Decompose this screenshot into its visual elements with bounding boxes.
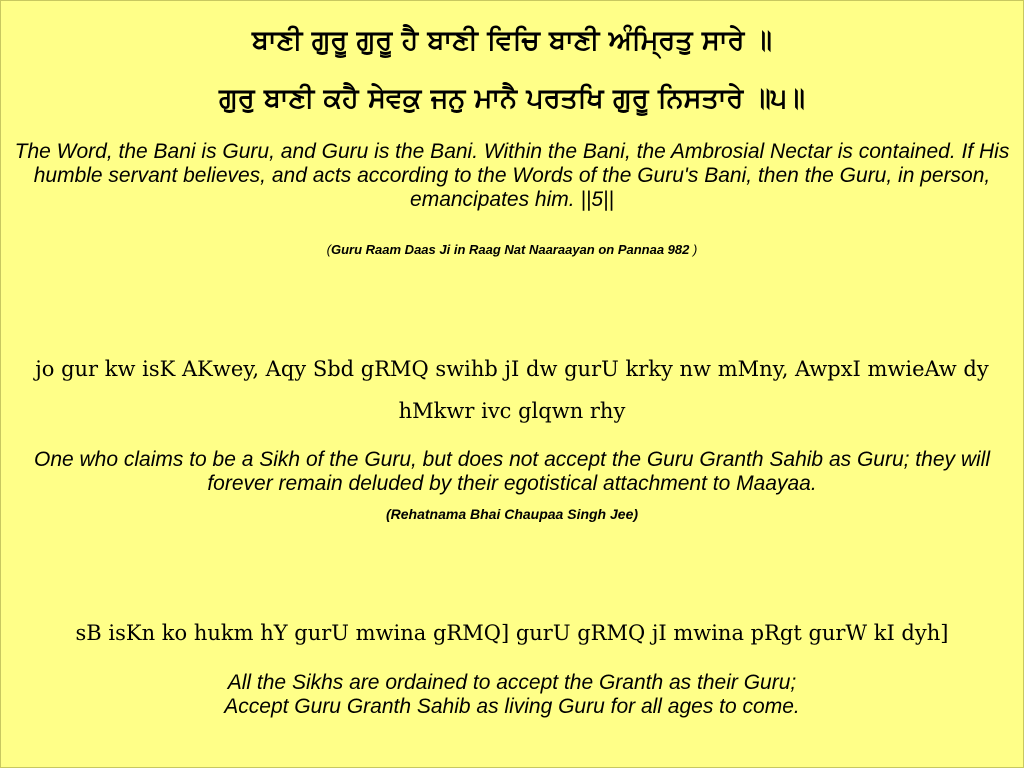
rehatnama-citation: (Rehatnama Bhai Chaupaa Singh Jee) — [385, 506, 639, 522]
hukam-translation-line-1: All the Sikhs are ordained to accept the Granth as their Guru; — [227, 671, 797, 694]
rehatnama-romanized-text: jo gur kw isK AKwey, Aqy Sbd gRMQ swihb jI dw gurU krky nw mMny, AwpxI mwieAw dy hMkwr ivc glqwn rhy — [35, 357, 989, 423]
citation-open-paren: ( — [326, 242, 331, 257]
hukam-romanized-text: sB isKn ko hukm hY gurU mwina gRMQ] gurU gRMQ jI mwina pRgt gurW kI dyh] — [75, 621, 949, 645]
hukam-translation-line-2: Accept Guru Granth Sahib as living Guru for all ages to come. — [224, 695, 800, 718]
verse-citation — [0, 242, 1024, 258]
gurmukhi-verse-line-2: ਗੁਰੁ ਬਾਣੀ ਕਹੈ ਸੇਵਕੁ ਜਨੁ ਮਾਨੈ ਪਰਤਖਿ ਗੁਰੂ ਨਿਸਤਾਰੇ ॥੫॥ — [219, 83, 805, 114]
gurmukhi-verse-line-1: ਬਾਣੀ ਗੁਰੂ ਗੁਰੂ ਹੈ ਬਾਣੀ ਵਿਚਿ ਬਾਣੀ ਅੰਮ੍ਰਿਤੁ ਸਾਰੇ ॥ — [252, 25, 772, 56]
citation-source: Guru Raam Daas Ji in Raag Nat Naaraayan on Pannaa 982 — [331, 242, 690, 257]
verse-translation: The Word, the Bani is Guru, and Guru is the Bani. Within the Bani, the Ambrosial Nectar is contained. If His humble servant believes, and acts according to the Words of the Guru's Bani, then the Guru, in person, emancipates him. ||5|| — [14, 140, 1010, 211]
citation-close-paren: ) — [689, 242, 698, 257]
hukam-translation — [12, 671, 1012, 719]
rehatnama-translation: One who claims to be a Sikh of the Guru, but does not accept the Guru Granth Sahib as Guru; they will forever remain deluded by their egotistical attachment to Maayaa. — [33, 448, 990, 495]
